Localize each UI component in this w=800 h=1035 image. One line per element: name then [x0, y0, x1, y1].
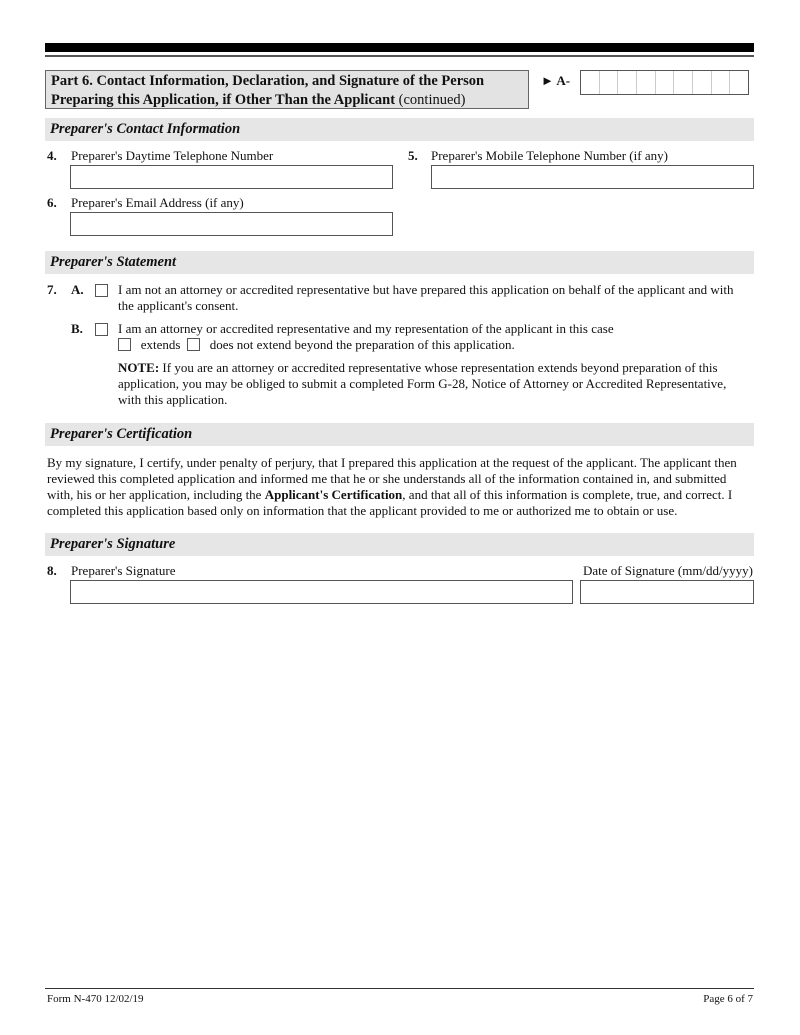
q4-label: Preparer's Daytime Telephone Number [71, 148, 274, 163]
footer-divider [45, 988, 754, 989]
extends-label: extends [140, 337, 181, 352]
note-text: If you are an attorney or accredited representative whose representation extends beyond preparation of this application, you may be obliged to submit a completed Form G-28, Notice of Attorney or Accredited Representative, with this application. [118, 360, 727, 407]
signature-input[interactable] [70, 580, 573, 604]
note [118, 360, 738, 408]
q7b-label: B. [71, 321, 83, 336]
q5-label: Preparer's Mobile Telephone Number (if any) [431, 148, 668, 163]
q6-number: 6. [47, 195, 57, 210]
q7a-label: A. [71, 282, 84, 297]
q6-label: Preparer's Email Address (if any) [71, 195, 244, 210]
part-continued: (continued) [395, 92, 466, 108]
a-number-input[interactable] [580, 70, 749, 95]
certification-bold: Applicant's Certification [264, 487, 403, 502]
does-not-extend-label: does not extend beyond the preparation of this application. [209, 337, 515, 352]
section-signature: Preparer's Signature [45, 533, 754, 556]
q7a-text: I am not an attorney or accredited representative but have prepared this application on behalf of the applicant and with the applicant's consent. [118, 282, 734, 313]
certification-text-2: , and that all of this information is complete, true, and correct. I completed this application based only on information that the applicant provided to me or authorized me to obtain or use. [47, 487, 733, 518]
does-not-extend-checkbox[interactable] [187, 338, 200, 351]
q7b-checkbox[interactable] [95, 323, 108, 336]
note-label: NOTE: [118, 360, 160, 375]
a-number-label: ► A- [541, 73, 571, 88]
section-contact: Preparer's Contact Information [45, 118, 754, 141]
q4-number: 4. [47, 148, 57, 163]
footer-page-number: Page 6 of 7 [703, 993, 753, 1005]
signature-date-input[interactable] [580, 580, 754, 604]
email-input[interactable] [70, 212, 393, 236]
daytime-phone-input[interactable] [70, 165, 393, 189]
extends-checkbox[interactable] [118, 338, 131, 351]
part-header [45, 70, 529, 109]
part-title: Part 6. Contact Information, Declaration, and Signature of the Person Preparing this Application, if Other Than the Applicant [51, 73, 485, 108]
section-statement: Preparer's Statement [45, 251, 754, 274]
certification-text-1: By my signature, I certify, under penalty of perjury, that I prepared this application at the request of the applicant. The applicant then reviewed this completed application and informed me that he or she understands all of the information contained in, and submitted with, his or her application, including the [47, 455, 737, 502]
mobile-phone-input[interactable] [431, 165, 754, 189]
date-label: Date of Signature (mm/dd/yyyy) [582, 563, 753, 578]
q5-number: 5. [408, 148, 418, 163]
q7a-checkbox[interactable] [95, 284, 108, 297]
q8-label: Preparer's Signature [71, 563, 176, 578]
q7-number: 7. [47, 282, 57, 297]
q8-number: 8. [47, 563, 57, 578]
q7b-text: I am an attorney or accredited representative and my representation of the applicant in this case [118, 321, 614, 336]
section-certification: Preparer's Certification [45, 423, 754, 446]
certification-text [47, 455, 752, 519]
top-bar [45, 43, 754, 52]
footer-form-id: Form N-470 12/02/19 [47, 993, 144, 1005]
top-divider [45, 55, 754, 57]
